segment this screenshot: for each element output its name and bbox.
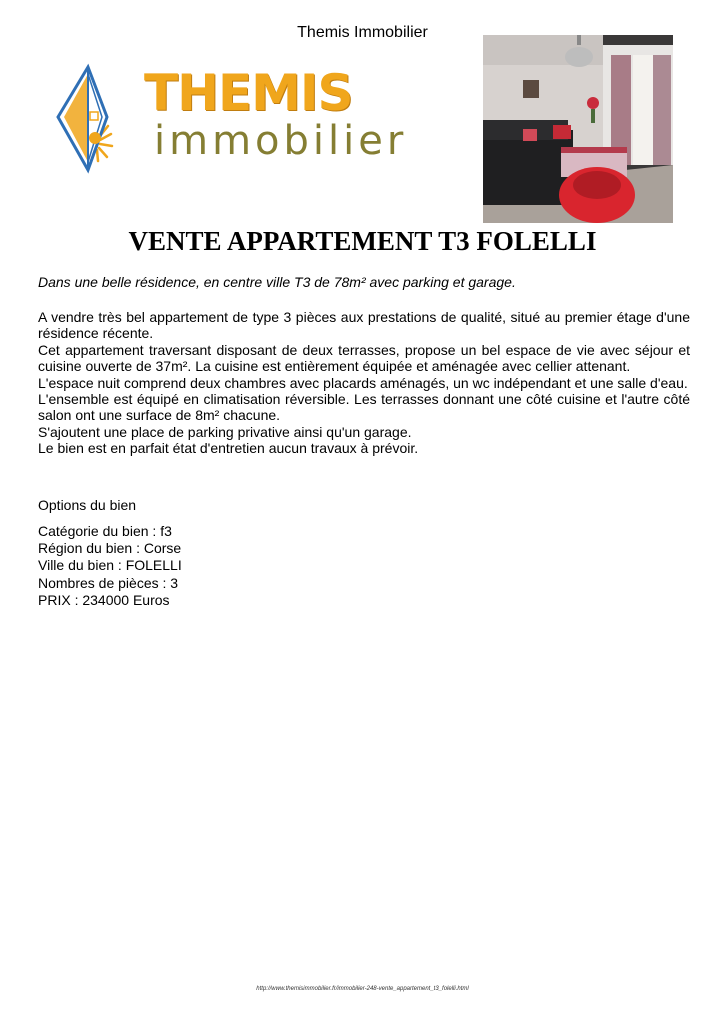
description-paragraph: A vendre très bel appartement de type 3 pièces aux prestations de qualité, situé au premier étage d'une résidence récente. (38, 309, 690, 342)
logo-wordmark-themis: THEMIS (144, 64, 353, 122)
house-window-icon (50, 62, 140, 177)
description-paragraph: Cet appartement traversant disposant de deux terrasses, propose un bel espace de vie avec séjour et cuisine ouverte de 37m². La cuisine est entièrement équipée et aménagée avec cellier attenant. (38, 341, 690, 375)
company-logo (50, 62, 410, 177)
description-paragraph: L'espace nuit comprend deux chambres avec placards aménagés, un wc indépendant et une salle d'eau. (38, 374, 688, 391)
options-list (38, 523, 182, 609)
option-rooms: Nombres de pièces : 3 (38, 574, 179, 591)
option-region: Région du bien : Corse (38, 540, 182, 557)
logo-wordmark-immobilier: immobilier (154, 118, 408, 164)
property-photo (483, 35, 673, 223)
listing-intro: Dans une belle résidence, en centre ville T3 de 78m² avec parking et garage. (38, 274, 516, 290)
footer-url: http://www.themisimmobilier.fr/immobilier-248-vente_appartement_t3_folelli.html (256, 986, 469, 992)
option-city: Ville du bien : FOLELLI (38, 557, 182, 574)
option-price: PRIX : 234000 Euros (38, 591, 170, 608)
description-paragraph: S'ajoutent une place de parking privative ainsi qu'un garage. (38, 423, 412, 440)
listing-description (38, 309, 690, 457)
header-company-name: Themis Immobilier (297, 24, 428, 41)
description-paragraph: Le bien est en parfait état d'entretien aucun travaux à prévoir. (38, 440, 419, 457)
description-paragraph: L'ensemble est équipé en climatisation réversible. Les terrasses donnant une côté cuisine et l'autre côté salon ont une surface de 8m² chacune. (38, 391, 690, 424)
listing-title: VENTE APPARTEMENT T3 FOLELLI (128, 226, 597, 256)
option-category: Catégorie du bien : f3 (38, 523, 172, 539)
options-heading: Options du bien (38, 497, 137, 513)
